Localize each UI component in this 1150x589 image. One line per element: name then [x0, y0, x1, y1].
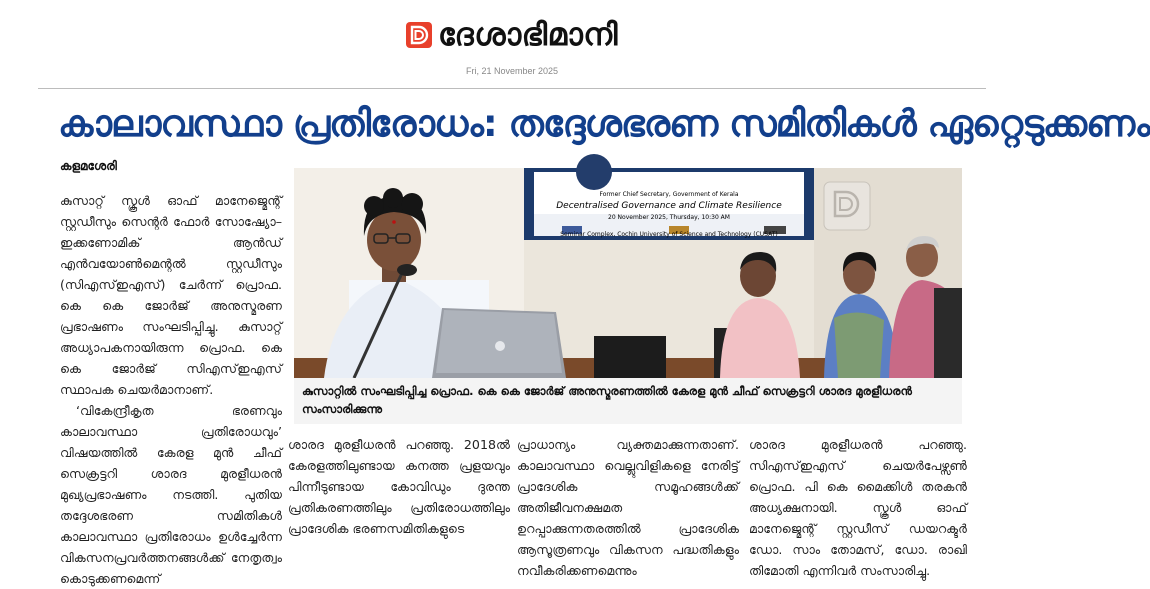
article-column-1: [60, 190, 282, 586]
event-photo-illustration: [294, 168, 962, 378]
article-column-3: [517, 434, 739, 578]
deshabhimani-logo-icon: [406, 22, 432, 48]
article-column-4: [749, 434, 967, 578]
screen-subtitle: Former Chief Secretary, Government of Kerala: [599, 191, 739, 198]
screen-title: Decentralised Governance and Climate Resilience: [556, 201, 782, 211]
publication-date: Fri, 21 November 2025: [465, 66, 559, 76]
article-paragraph: ‘വികേന്ദ്രീകൃത ഭരണവും കാലാവസ്ഥാ പ്രതിരോധവും’ വിഷയത്തിൽ കേരള മുൻ ചീഫ് സെക്രട്ടറി ശാരദ മുരളീധരൻ മുഖ്യപ്രഭാഷണം നടത്തി. പുതിയ തദ്ദേശഭരണ സമിതികൾ കാലാവസ്ഥാ പ്രതിരോധം ഉൾച്ചേർന്ന വികസനപ്രവർത്തനങ്ങൾക്ക് നേതൃത്വം കൊടുക്കണമെന്ന്: [60, 403, 282, 586]
masthead: [0, 18, 1024, 52]
masthead-divider: [38, 88, 986, 89]
article-headline: കാലാവസ്ഥാ പ്രതിരോധം: തദ്ദേശഭരണ സമിതികൾ ഏറ്റെടുക്കണം: [58, 102, 1150, 145]
screen-venue: Seminar Complex, Cochin University of Science and Technology (CUSAT): [560, 231, 778, 238]
masthead-logo[interactable]: [406, 18, 618, 52]
masthead-title: ദേശാഭിമാനി: [437, 17, 619, 53]
article-paragraph: ശാരദ മുരളീധരൻ പറഞ്ഞു. 2018ൽ കേരളത്തിലുണ്ടായ കനത്ത പ്രളയവും പിന്നീടുണ്ടായ കോവിഡും ദുരന്ത പ്രതികരണത്തിലും പ്രതിരോധത്തിലും പ്രാദേശിക ഭരണസമിതികളുടെ: [288, 437, 510, 536]
article-paragraph: ശാരദ മുരളീധരൻ പറഞ്ഞു. സിഎസ്ഇഎസ് ചെയർപേഴ്സൺ പ്രൊഫ. പി കെ മൈക്കിൾ തരകൻ അധ്യക്ഷനായി. സ്കൂൾ ഓഫ് മാനേജ്മെന്റ് സ്റ്റഡീസ് ഡയറക്ടർ ഡോ. സാം തോമസ്, ഡോ. രാഖി തിമോതി എന്നിവർ സംസാരിച്ചു.: [749, 437, 967, 578]
article-paragraph: കുസാറ്റ് സ്കൂൾ ഓഫ് മാനേജ്മെന്റ് സ്റ്റഡീസും സെന്റർ ഫോർ സോഷ്യോ–ഇക്കണോമിക് ആൻഡ് എൻവയോൺമെന്റൽ സ്റ്റഡീസും (സിഎസ്ഇഎസ്) ചേർന്ന് പ്രൊഫ. കെ കെ ജോർജ് അനുസ്മരണ പ്രഭാഷണം സംഘടിപ്പിച്ചു. കുസാറ്റ് അധ്യാപകനായിരുന്ന പ്രൊഫ. കെ കെ ജോർജ് സിഎസ്ഇഎസ് സ്ഥാപക ചെയർമാനാണ്.: [60, 193, 282, 397]
photo-caption: കുസാറ്റിൽ സംഘടിപ്പിച്ച പ്രൊഫ. കെ കെ ജോർജ് അനുസ്മരണത്തിൽ കേരള മുൻ ചീഫ് സെക്രട്ടറി ശാരദ മുരളീധരൻ സംസാരിക്കുന്നു: [294, 378, 962, 424]
article-photo: [294, 168, 962, 378]
article-column-2: [288, 434, 510, 564]
article-paragraph: പ്രാധാന്യം വ്യക്തമാക്കുന്നതാണ്. കാലാവസ്ഥാ വെല്ലുവിളികളെ നേരിട്ട് പ്രാദേശിക സമൂഹങ്ങൾക്ക് അതിജീവനക്ഷമത ഉറപ്പാക്കുന്നതരത്തിൽ പ്രാദേശിക ആസൂത്രണവും വികസന പദ്ധതികളും നവീകരിക്കണമെന്നും: [517, 437, 739, 578]
article-dateline: കളമശേരി: [60, 159, 117, 173]
screen-date: 20 November 2025, Thursday, 10:30 AM: [608, 214, 730, 221]
